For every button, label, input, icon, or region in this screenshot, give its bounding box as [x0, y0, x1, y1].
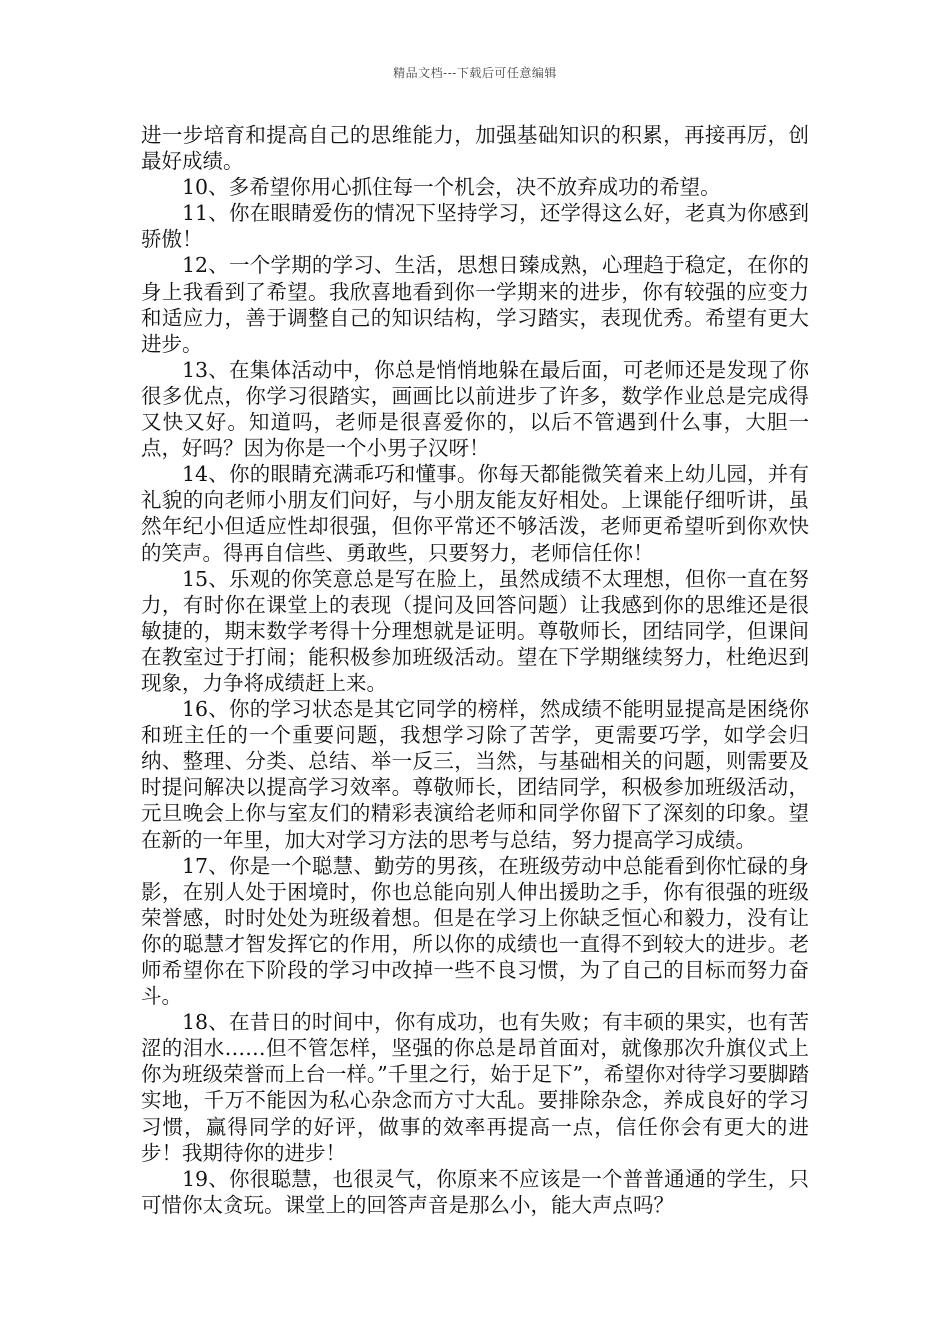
document-body — [141, 122, 809, 1218]
paragraph-12: 12、一个学期的学习、生活，思想日臻成熟，心理趋于稳定，在你的身上我看到了希望。我欣喜地看到你一学期来的进步，你有较强的应变力和适应力，善于调整自己的知识结构，学习踏实，表现优秀。希望有更大进步。 — [141, 253, 809, 356]
paragraph-13: 13、在集体活动中，你总是悄悄地躲在最后面，可老师还是发现了你很多优点，你学习很踏实，画画比以前进步了许多，数学作业总是完成得又快又好。知道吗，老师是很喜爱你的，以后不管遇到什么事，大胆一点，好吗？因为你是一个小男子汉呀！ — [141, 357, 809, 461]
paragraph-continuation: 进一步培育和提高自己的思维能力，加强基础知识的积累，再接再厉，创最好成绩。 — [141, 123, 809, 174]
paragraph-17: 17、你是一个聪慧、勤劳的男孩，在班级劳动中总能看到你忙碌的身影，在别人处于困境时，你也总能向别人伸出援助之手，你有很强的班级荣誉感，时时处处为班级着想。但是在学习上你缺乏恒心和毅力，没有让你的聪慧才智发挥它的作用，所以你的成绩也一直得不到较大的进步。老师希望你在下阶段的学习中改掉一些不良习惯，为了自己的目标而努力奋斗。 — [141, 853, 809, 1009]
paragraph-19: 19、你很聪慧，也很灵气，你原来不应该是一个普普通通的学生，只可惜你太贪玩。课堂上的回答声音是那么小，能大声点吗？ — [141, 1166, 809, 1217]
page-header: 精品文档---下载后可任意编辑 — [393, 66, 557, 80]
paragraph-14: 14、你的眼睛充满乖巧和懂事。你每天都能微笑着来上幼儿园，并有礼貌的向老师小朋友们问好，与小朋友能友好相处。上课能仔细听讲，虽然年纪小但适应性却很强，但你平常还不够活泼，老师更希望听到你欢快的笑声。得再自信些、勇敢些，只要努力，老师信任你！ — [141, 462, 809, 565]
paragraph-15: 15、乐观的你笑意总是写在脸上，虽然成绩不太理想，但你一直在努力，有时你在课堂上的表现（提问及回答问题）让我感到你的思维还是很敏捷的，期末数学考得十分理想就是证明。尊敬师长，团结同学，但课间在教室过于打闹；能积极参加班级活动。望在下学期继续努力，杜绝迟到现象，力争将成绩赶上来。 — [141, 566, 809, 695]
paragraph-18: 18、在昔日的时间中，你有成功，也有失败；有丰硕的果实，也有苦涩的泪水……但不管怎样，坚强的你总是昂首面对，就像那次升旗仪式上你为班级荣誉而上台一样。”千里之行，始于足下”，希望你对待学习要脚踏实地，千万不能因为私心杂念而方寸大乱。要排除杂念，养成良好的学习习惯，赢得同学的好评，做事的效率再提高一点，信任你会有更大的进步！我期待你的进步！ — [141, 1010, 809, 1165]
paragraph-11: 11、你在眼睛爱伤的情况下坚持学习，还学得这么好，老真为你感到骄傲！ — [141, 201, 809, 252]
paragraph-10: 10、多希望你用心抓住每一个机会，决不放弃成功的希望。 — [182, 175, 721, 200]
paragraph-16: 16、你的学习状态是其它同学的榜样，然成绩不能明显提高是困绕你和班主任的一个重要问题，我想学习除了苦学，更需要巧学，如学会归纳、整理、分类、总结、举一反三，当然，与基础相关的问题，则需要及时提问解决以提高学习效率。尊敬师长，团结同学，积极参加班级活动，元旦晚会上你与室友们的精彩表演给老师和同学你留下了深刻的印象。望在新的一年里，加大对学习方法的思考与总结，努力提高学习成绩。 — [141, 697, 809, 852]
